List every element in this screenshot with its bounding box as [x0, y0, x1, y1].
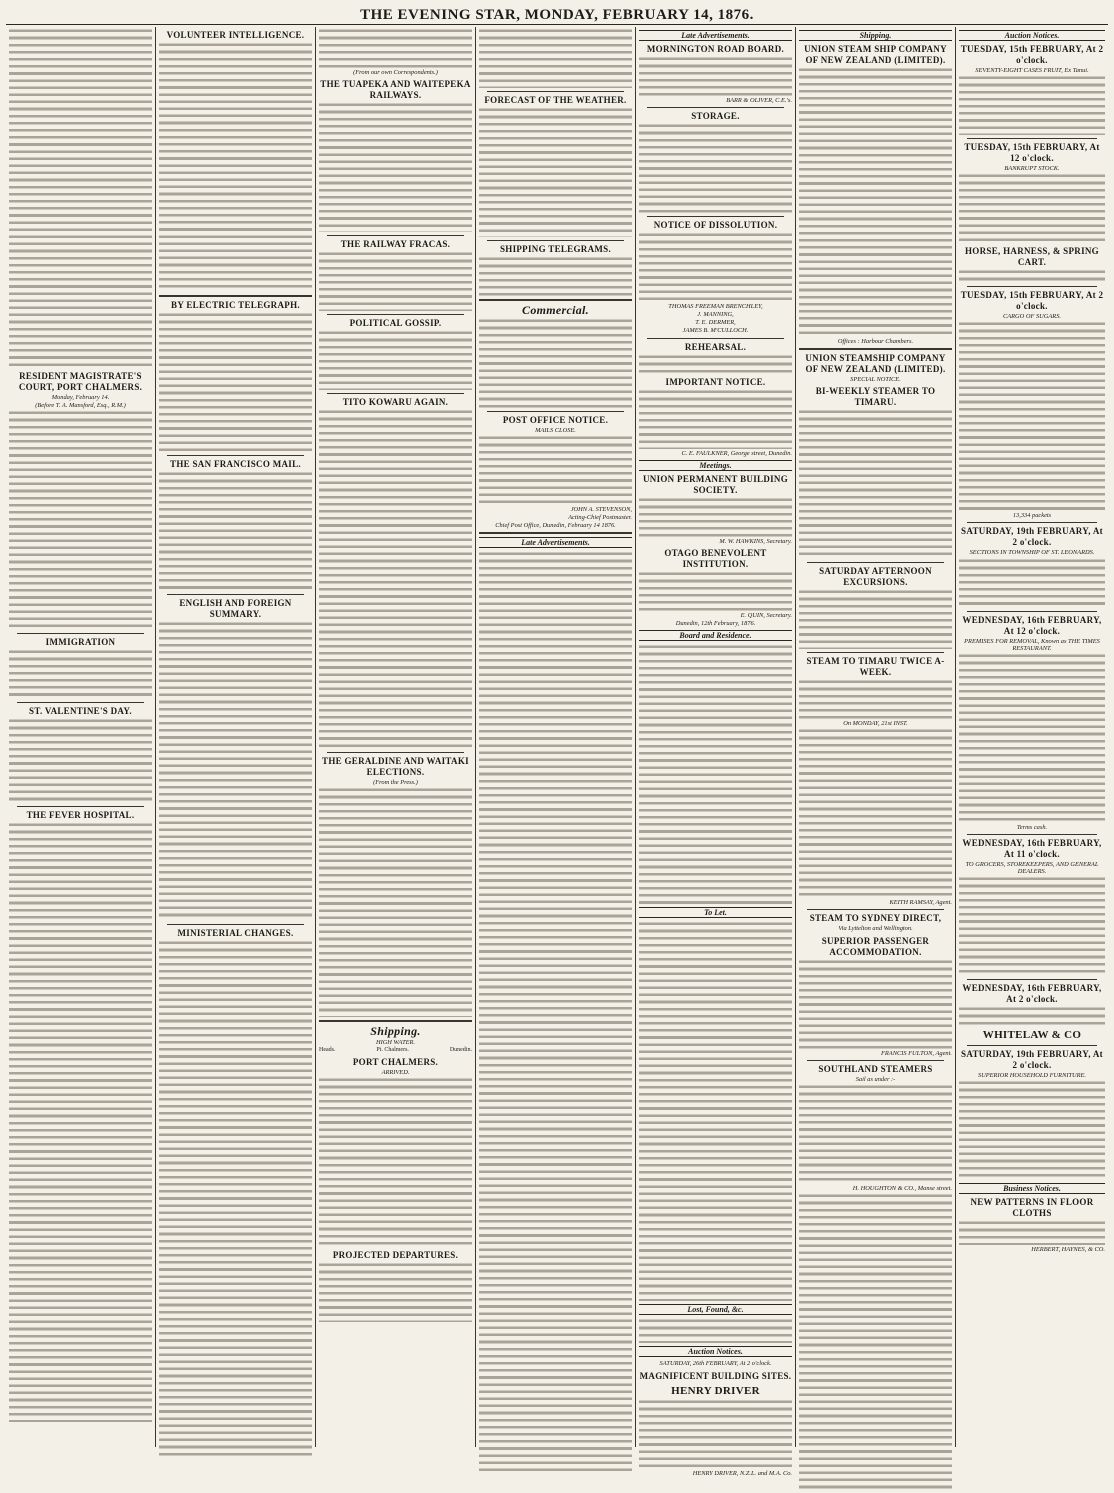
section-heading: RESIDENT MAGISTRATE'S COURT, PORT CHALMERS.	[18, 371, 143, 392]
section-heading: Commercial.	[522, 303, 589, 317]
section-heading: THE TUAPEKA AND WAITEPEKA RAILWAYS.	[320, 79, 471, 101]
ad-text	[959, 321, 1105, 511]
section-band: Auction Notices.	[639, 1346, 792, 1357]
ad-heading: UNION PERMANENT BUILDING SOCIETY.	[642, 473, 789, 495]
ad-name: J. MANNING,	[697, 311, 734, 319]
column-5	[636, 27, 796, 1477]
divider	[327, 235, 464, 236]
article-text	[159, 940, 312, 1460]
section-heading: THE FEVER HOSPITAL.	[26, 810, 135, 821]
section-heading: PROJECTED DEPARTURES.	[332, 1250, 459, 1261]
auction-date: TUESDAY, 15th FEBRUARY, At 2 o'clock.	[960, 290, 1104, 312]
section-subheading: MAILS CLOSE.	[535, 427, 576, 434]
dateline: Dunedin, 12th February, 1876.	[675, 619, 756, 627]
divider	[967, 522, 1097, 523]
divider	[967, 834, 1097, 835]
ad-heading: BI-WEEKLY STEAMER TO TIMARU.	[815, 386, 936, 408]
ad-text	[959, 1006, 1105, 1026]
ad-heading: OTAGO BENEVOLENT INSTITUTION.	[664, 547, 767, 569]
ad-text	[959, 173, 1105, 243]
article-text	[9, 28, 152, 368]
tide-heads: Heads.	[319, 1047, 336, 1054]
auction-date: WEDNESDAY, 16th FEBRUARY, At 12 o'clock.	[962, 614, 1102, 636]
divider	[967, 979, 1097, 980]
ad-heading: IMPORTANT NOTICE.	[665, 376, 766, 387]
column-2	[156, 27, 316, 1447]
ad-text	[799, 728, 952, 898]
ad-heading: UNION STEAM SHIP COMPANY OF NEW ZEALAND (LIMITED).	[804, 44, 947, 66]
ad-heading: STORAGE.	[691, 111, 740, 122]
signature: JOHN A. STEVENSON,	[570, 506, 632, 514]
divider	[807, 562, 944, 563]
section-band: Business Notices.	[959, 1183, 1105, 1194]
article-text	[319, 251, 472, 311]
article-text	[159, 621, 312, 921]
article-text	[319, 787, 472, 1017]
ad-signature: FRANCIS FULTON, Agent.	[880, 1049, 952, 1057]
section-heading: ENGLISH AND FOREIGN SUMMARY.	[179, 598, 292, 619]
ad-text	[959, 1220, 1105, 1245]
section-heading: POLITICAL GOSSIP.	[349, 318, 442, 329]
advertisements-text	[479, 551, 632, 1471]
ad-signature: HERBERT, HAYNES, & CO.	[1031, 1246, 1105, 1254]
divider	[17, 702, 144, 703]
ad-heading: NOTICE OF DISSOLUTION.	[653, 220, 778, 231]
article-text	[479, 107, 632, 237]
article-text	[319, 1262, 472, 1322]
article-text	[319, 1077, 472, 1247]
auction-subject: BANKRUPT STOCK.	[1004, 165, 1060, 173]
section-heading: IMMIGRATION	[45, 637, 116, 648]
section-heading: POST OFFICE NOTICE.	[502, 415, 609, 425]
ad-heading: MAGNIFICENT BUILDING SITES.	[639, 1370, 792, 1381]
ad-name: T. E. DERMER,	[695, 319, 736, 327]
article-text	[9, 718, 152, 803]
auction-date: SATURDAY, 19th FEBRUARY, At 2 o'clock.	[961, 1049, 1103, 1071]
ad-signature: HENRY DRIVER, N.Z.L. and M.A. Co.	[692, 1469, 792, 1477]
column-3	[316, 27, 476, 1447]
auction-total: 13,334 packets	[1012, 512, 1052, 520]
ad-subheading: SPECIAL NOTICE.	[850, 376, 901, 384]
signature-title: Acting-Chief Postmaster.	[568, 514, 632, 522]
ad-office: Offices : Harbour Chambers.	[837, 338, 914, 346]
ad-text	[799, 1193, 952, 1493]
article-text	[9, 649, 152, 699]
divider	[967, 286, 1097, 287]
divider	[807, 652, 944, 653]
auction-date: WEDNESDAY, 16th FEBRUARY, At 11 o'clock.	[962, 837, 1102, 859]
divider	[967, 1045, 1097, 1046]
ad-text	[799, 959, 952, 1049]
ad-text	[959, 269, 1105, 283]
ad-heading: SOUTHLAND STEAMERS	[818, 1063, 933, 1074]
article-text	[319, 409, 472, 749]
auction-subject: CARGO OF SUGARS.	[1002, 313, 1062, 321]
ad-text	[639, 1399, 792, 1469]
ad-text	[639, 56, 792, 96]
divider	[487, 411, 624, 412]
divider	[487, 91, 624, 92]
masthead: THE EVENING STAR, MONDAY, FEBRUARY 14, 1876.	[6, 6, 1108, 25]
article-text	[319, 28, 472, 68]
section-heading: ST. VALENTINE'S DAY.	[29, 706, 132, 717]
divider	[479, 299, 632, 301]
divider	[327, 393, 464, 394]
tide-dunedin: Dunedin.	[449, 1047, 472, 1054]
ad-signature: M. W. HAWKINS, Secretary.	[719, 537, 792, 545]
ad-heading: STEAM TO TIMARU TWICE A-WEEK.	[806, 656, 945, 678]
divider	[17, 633, 144, 634]
article-text	[9, 822, 152, 1422]
ad-name: HENRY DRIVER	[671, 1384, 760, 1397]
article-text	[479, 256, 632, 296]
auction-subject: TO GROCERS, STOREKEEPERS, AND GENERAL DEALERS.	[965, 860, 1099, 875]
article-text	[479, 28, 632, 88]
article-text	[159, 42, 312, 292]
ad-name: JAMES B. M'CULLOCH.	[682, 327, 749, 335]
section-heading: TITO KOWARU AGAIN.	[342, 397, 449, 408]
section-band: Auction Notices.	[959, 30, 1105, 41]
section-heading: FORECAST OF THE WEATHER.	[484, 95, 627, 105]
article-text	[319, 330, 472, 390]
auction-subject: PREMISES FOR REMOVAL, Known as THE TIMES RESTAURANT.	[964, 637, 1100, 652]
section-subheading: (From the Press.)	[373, 779, 418, 787]
ad-heading: SATURDAY AFTERNOON EXCURSIONS.	[819, 566, 932, 588]
section-band: Shipping.	[799, 30, 952, 41]
ad-heading: NEW PATTERNS IN FLOOR CLOTHS	[970, 1197, 1094, 1219]
ad-text	[639, 571, 792, 611]
column-1	[6, 27, 156, 1447]
section-heading: BY ELECTRIC TELEGRAPH.	[171, 300, 300, 310]
ad-date: SATURDAY, 26th FEBRUARY, At 2 o'clock.	[659, 1360, 772, 1368]
ad-text	[799, 67, 952, 337]
divider	[327, 752, 464, 753]
ad-text	[799, 1084, 952, 1184]
divider	[807, 909, 944, 910]
divider	[327, 314, 464, 315]
section-subheading: (From our own Correspondents.)	[353, 69, 438, 76]
section-date: Monday, February 14.	[51, 394, 110, 401]
ad-subheading: Via Lyttelton and Wellington.	[838, 925, 913, 933]
ad-signature: E. QUIN, Secretary.	[740, 611, 792, 619]
article-text	[479, 435, 632, 505]
article-text	[319, 102, 472, 232]
section-byline: (Before T. A. Mansford, Esq., R.M.)	[35, 402, 126, 410]
auction-date: SATURDAY, 19th FEBRUARY, At 2 o'clock.	[961, 526, 1103, 548]
auctioneer-name: WHITELAW & CO	[982, 1029, 1082, 1042]
auction-subject: SUPERIOR HOUSEHOLD FURNITURE.	[977, 1072, 1087, 1080]
ad-text	[959, 75, 1105, 135]
section-heading: Shipping.	[370, 1024, 421, 1039]
ad-subheading: On MONDAY, 21st INST.	[843, 720, 908, 728]
dateline: Chief Post Office, Dunedin, February 14 1876.	[495, 522, 616, 530]
divider	[487, 240, 624, 241]
divider	[647, 107, 784, 108]
divider	[479, 532, 632, 534]
section-band: Board and Residence.	[639, 630, 792, 641]
ad-heading: STEAM TO SYDNEY DIRECT,	[809, 913, 942, 924]
ad-text	[799, 409, 952, 559]
section-heading: SHIPPING TELEGRAMS.	[499, 244, 612, 254]
ad-text	[799, 589, 952, 649]
divider	[167, 594, 304, 595]
ad-text	[639, 1318, 792, 1343]
auction-terms: Terms cash.	[1016, 823, 1048, 831]
section-heading: THE GERALDINE AND WAITAKI ELECTIONS.	[322, 756, 469, 778]
section-heading: THE SAN FRANCISCO MAIL.	[170, 459, 301, 469]
ad-text	[959, 876, 1105, 976]
article-text	[9, 410, 152, 630]
article-text	[159, 471, 312, 591]
ad-signature: KEITH RAMSAY, Agent.	[889, 899, 952, 907]
auction-subject: SEVENTY-EIGHT CASES FRUIT, Ex Tanui.	[975, 67, 1089, 75]
section-heading: MINISTERIAL CHANGES.	[177, 928, 294, 938]
columns	[6, 27, 1108, 1477]
article-text	[159, 312, 312, 452]
auction-subject: HORSE, HARNESS, & SPRING CART.	[965, 246, 1099, 268]
section-band: Late Advertisements.	[639, 30, 792, 41]
ad-text	[639, 389, 792, 449]
section-subheading: ARRIVED.	[381, 1069, 410, 1077]
section-heading: PORT CHALMERS.	[352, 1057, 439, 1068]
divider	[967, 138, 1097, 139]
divider	[167, 455, 304, 456]
ad-subheading: Sail as under :-	[855, 1075, 896, 1083]
auction-date: TUESDAY, 15th FEBRUARY, At 12 o'clock.	[964, 142, 1100, 164]
auction-date: TUESDAY, 15th FEBRUARY, At 2 o'clock.	[960, 44, 1104, 66]
divider	[807, 1060, 944, 1061]
ad-text	[639, 644, 792, 904]
divider	[967, 611, 1097, 612]
section-band: Meetings.	[639, 460, 792, 471]
ad-signature: BARR & OLIVER, C.E.'s.	[726, 97, 792, 105]
auction-subject: SECTIONS IN TOWNSHIP OF ST. LEONARDS.	[969, 549, 1095, 557]
ad-text	[639, 232, 792, 302]
ad-text	[639, 921, 792, 1301]
section-heading: VOLUNTEER INTELLIGENCE.	[166, 30, 305, 40]
section-band: Lost, Found, &c.	[639, 1304, 792, 1315]
section-band: To Let.	[639, 907, 792, 918]
divider	[647, 216, 784, 217]
auction-date: WEDNESDAY, 16th FEBRUARY, At 2 o'clock.	[962, 983, 1102, 1005]
ad-heading: MORNINGTON ROAD BOARD.	[646, 44, 785, 55]
column-7	[956, 27, 1108, 1447]
ad-text	[959, 558, 1105, 608]
section-band: Late Advertisements.	[479, 537, 632, 548]
divider	[17, 806, 144, 807]
ad-text	[959, 653, 1105, 823]
ad-text	[639, 354, 792, 374]
article-text	[479, 318, 632, 408]
divider	[647, 338, 784, 339]
ad-signature: H. HOUGHTON & CO., Manse street.	[852, 1184, 952, 1192]
divider	[799, 348, 952, 350]
ad-text	[639, 123, 792, 213]
divider	[167, 924, 304, 925]
section-subheading: HIGH WATER.	[375, 1039, 416, 1047]
divider	[159, 295, 312, 297]
ad-name: THOMAS FREEMAN BRENCHLEY,	[668, 303, 763, 311]
divider	[319, 1020, 472, 1022]
ad-signature: C. E. FAULKNER, George street, Dunedin.	[681, 449, 792, 457]
ad-heading: SUPERIOR PASSENGER ACCOMMODATION.	[821, 935, 930, 957]
ad-text	[799, 679, 952, 719]
tide-port: Pt. Chalmers.	[376, 1047, 409, 1054]
section-heading: THE RAILWAY FRACAS.	[340, 239, 451, 250]
tide-table	[319, 1047, 472, 1054]
column-4	[476, 27, 636, 1447]
ad-heading: UNION STEAMSHIP COMPANY OF NEW ZEALAND (LIMITED).	[805, 353, 946, 375]
ad-heading: REHEARSAL.	[684, 341, 747, 352]
ad-text	[639, 497, 792, 537]
ad-text	[959, 1080, 1105, 1180]
column-6	[796, 27, 956, 1447]
